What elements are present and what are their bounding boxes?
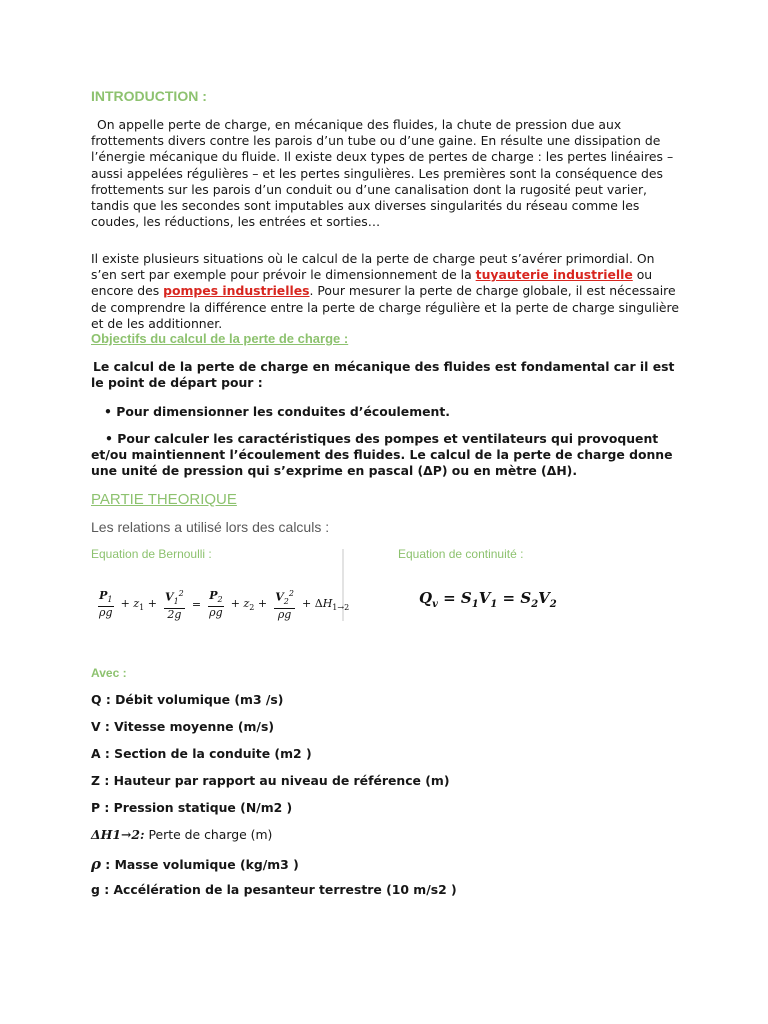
variable-description: Perte de charge (m) — [144, 827, 273, 842]
variable-symbol: Q — [91, 692, 102, 707]
objectives-heading: Objectifs du calcul de la perte de charge : — [91, 331, 349, 346]
bullet-item-2 — [91, 431, 681, 480]
variable-row-z — [91, 773, 450, 788]
fraction-v2: $\frac{V_2^2}{\rho g}$ — [275, 589, 294, 621]
variable-row-delta-h — [91, 827, 272, 842]
variable-description: : Accélération de la pesanteur terrestre (10 m/s2 ) — [99, 882, 457, 897]
variable-symbol: g — [91, 882, 100, 897]
relations-text: Les relations a utilisé lors des calculs : — [91, 519, 330, 535]
variable-symbol: V — [91, 719, 101, 734]
paragraph-2-text-end: . Pour mesurer la perte de charge globale, il est nécessaire de comprendre la différence entre la perte de charge régulière et la perte de charge singulière et de les additionner. — [91, 283, 679, 331]
variable-row-rho — [91, 855, 299, 873]
introduction-heading: INTRODUCTION : — [91, 88, 207, 104]
continuity-label: Equation de continuité : — [398, 547, 524, 561]
paragraph-2-text-start: Il existe plusieurs situations où le calcul de la perte de charge peut s’avérer primordial. On s’en sert par exemple pour prévoir le dimensionnement de la — [91, 251, 655, 283]
bullet-item-1 — [104, 404, 450, 420]
variable-symbol: ρ — [91, 855, 101, 873]
variable-row-v — [91, 719, 274, 734]
variable-description: : Hauteur par rapport au niveau de référence (m) — [100, 773, 450, 788]
bullet-dot: • — [104, 404, 117, 419]
fraction-p1: $\frac{P_1}{\rho g}$ — [99, 588, 113, 620]
introduction-paragraph-2 — [91, 251, 681, 332]
variable-symbol: A — [91, 746, 101, 761]
bullet-1-text: Pour dimensionner les conduites d’écoulement. — [116, 404, 450, 419]
variable-row-g — [91, 882, 457, 897]
variable-row-q — [91, 692, 283, 707]
variable-description: : Vitesse moyenne (m/s) — [100, 719, 274, 734]
variable-symbol: P — [91, 800, 101, 815]
introduction-paragraph-1: On appelle perte de charge, en mécanique des fluides, la chute de pression due aux frottements divers contre les parois d’un tube ou d’une gaine. En résulte une dissipation de l’énergie mécanique du fluide. Il existe deux types de pertes de charge : les pertes linéaires – aussi appelées régulières – et les pertes singulières. Les premières sont la conséquence des frottements sur les parois d’un conduit ou d’une canalisation dont la rugosité peut varier, tandis que les secondes sont imputables aux diverses singularités du réseau comme les coudes, les réductions, les entrées et sorties… — [91, 117, 674, 230]
tuyauterie-industrielle-link[interactable]: tuyauterie industrielle — [475, 267, 633, 283]
paragraph-2-text-middle: ou encore des — [91, 267, 653, 299]
bernoulli-equation: $\frac{P_1}{\rho g}$ + $z_1$ + $\frac{V_1^2}{2g}$ = $\frac{P_2}{\rho g}$ + $z_2$ + $\frac{V_2^2}{\rho g}$ + $\Delta H_{1\to 2}$ — [99, 588, 350, 621]
bullet-dot: • — [105, 431, 118, 446]
variable-description: : Section de la conduite (m2 ) — [100, 746, 312, 761]
fraction-v1: $\frac{V_1^2}{2g}$ — [165, 589, 184, 621]
continuity-equation: $Q_v = S_1V_1 = S_2V_2$ — [419, 589, 557, 610]
objectives-intro: Le calcul de la perte de charge en mécanique des fluides est fondamental car il est le point de départ pour : — [91, 359, 675, 391]
variable-description: : Débit volumique (m3 /s) — [101, 692, 284, 707]
variable-row-a — [91, 746, 312, 761]
bernoulli-label: Equation de Bernoulli : — [91, 547, 212, 561]
variable-row-p — [91, 800, 292, 815]
fraction-p2: $\frac{P_2}{\rho g}$ — [209, 588, 223, 620]
variable-description: : Pression statique (N/m2 ) — [100, 800, 293, 815]
variable-symbol: ΔH1→2: — [91, 827, 145, 842]
partie-theorique-heading: PARTIE THEORIQUE — [91, 491, 237, 508]
variable-description: : Masse volumique (kg/m3 ) — [100, 857, 299, 872]
variable-symbol: Z — [91, 773, 100, 788]
avec-heading: Avec : — [91, 666, 127, 680]
pompes-industrielles-link[interactable]: pompes industrielles — [163, 283, 310, 299]
bullet-2-text: Pour calculer les caractéristiques des pompes et ventilateurs qui provoquent et/ou maintiennent l’écoulement des fluides. Le calcul de la perte de charge donne une unité de pression qui s’exprime en pascal (ΔP) ou en mètre (ΔH). — [91, 431, 673, 479]
